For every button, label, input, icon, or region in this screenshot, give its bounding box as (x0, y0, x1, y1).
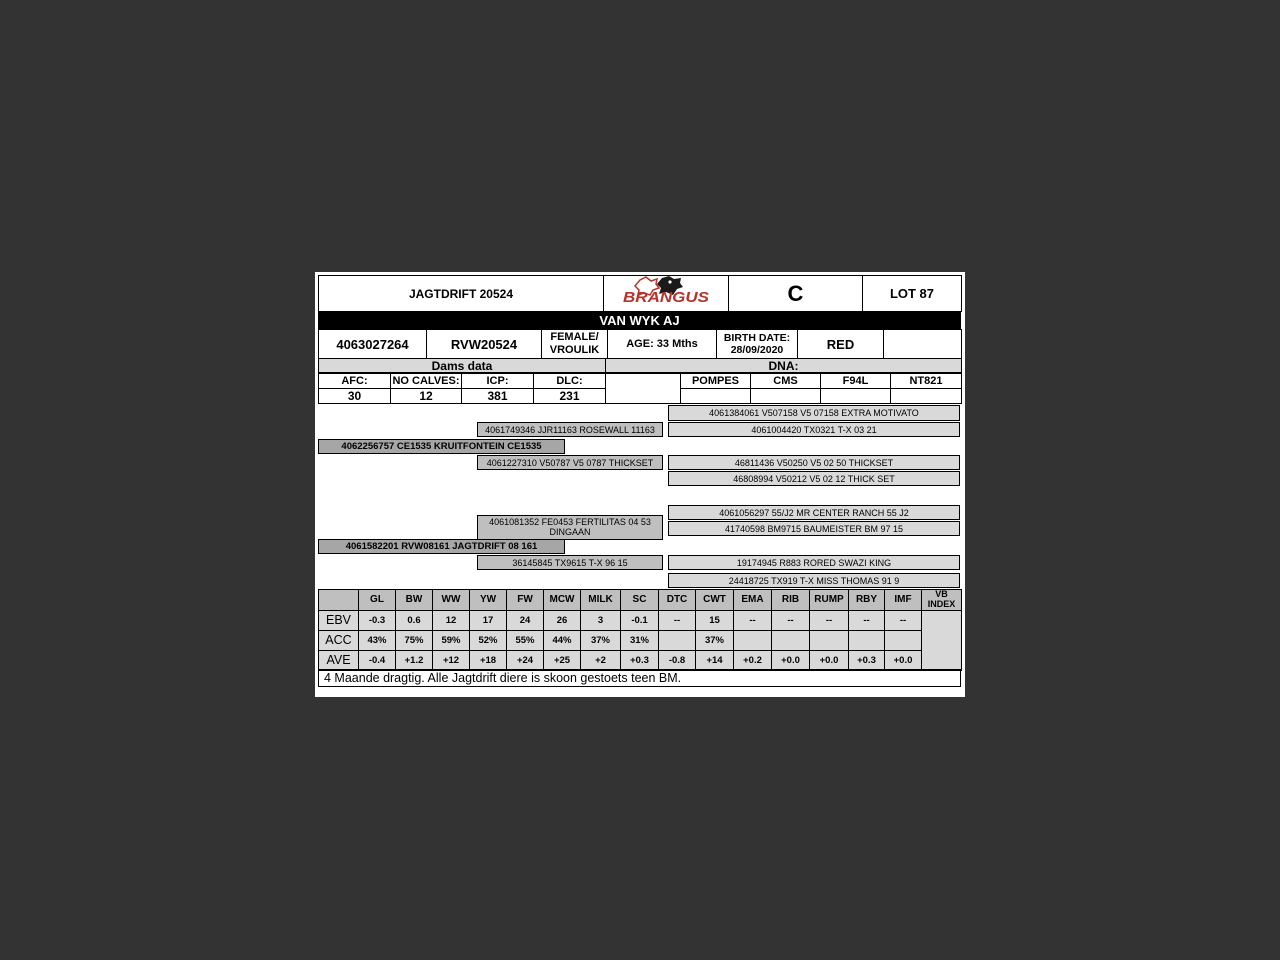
sex-line1: FEMALE/ (550, 331, 599, 344)
dna-test-nt821: NT821 (891, 373, 962, 389)
dlc-label: DLC: (534, 373, 606, 389)
birth-date-label: BIRTH DATE: (723, 331, 791, 344)
acc-value (734, 630, 772, 650)
ebv-value: -- (734, 610, 772, 630)
ave-value: +0.2 (734, 650, 772, 670)
ebv-col-milk: MILK (581, 590, 621, 611)
acc-value: 43% (359, 630, 396, 650)
acc-value: 75% (396, 630, 433, 650)
birth-date-value: 28/09/2020 (730, 344, 784, 356)
dams-data-title: Dams data (319, 358, 606, 373)
ebv-col-sc: SC (621, 590, 659, 611)
spacer-cell (606, 373, 681, 404)
afc-value: 30 (319, 389, 391, 404)
pedigree-box-sire-sire: 4061749346 JJR11163 ROSEWALL 11163 (477, 422, 663, 437)
ave-value: -0.4 (359, 650, 396, 670)
ave-value: +0.0 (772, 650, 810, 670)
acc-row-label: ACC (319, 630, 359, 650)
ebv-col-rib: RIB (772, 590, 810, 611)
acc-value (659, 630, 696, 650)
dna-result-cms (751, 389, 821, 404)
pedigree-chart (318, 404, 961, 589)
ebv-row-label: EBV (319, 610, 359, 630)
ave-value: +0.3 (849, 650, 885, 670)
ebv-value: -0.1 (621, 610, 659, 630)
acc-value: 31% (621, 630, 659, 650)
tattoo-number: RVW20524 (427, 330, 542, 359)
acc-value: 37% (581, 630, 621, 650)
ave-value: +0.0 (810, 650, 849, 670)
ebv-col-bw: BW (396, 590, 433, 611)
age-cell: AGE: 33 Mths (608, 330, 717, 359)
dna-result-f94l (821, 389, 891, 404)
footer-note: 4 Maande dragtig. Alle Jagtdrift diere is skoon gestoets teen BM. (318, 669, 961, 687)
ebv-col-dtc: DTC (659, 590, 696, 611)
birth-date-cell (717, 330, 798, 359)
lot-number: LOT 87 (863, 276, 962, 312)
brangus-logo-text: BRANGUS (623, 289, 709, 306)
lot-sheet (318, 275, 961, 687)
acc-value: 44% (544, 630, 581, 650)
pedigree-box-sire-dam: 4061227310 V50787 V5 0787 THICKSET (477, 455, 663, 470)
dna-title: DNA: (606, 358, 962, 373)
ave-value: +0.3 (621, 650, 659, 670)
colour-cell: RED (798, 330, 884, 359)
sex-line2: VROULIK (549, 344, 600, 356)
ave-value: +2 (581, 650, 621, 670)
header-table (318, 275, 962, 312)
ebv-col-ema: EMA (734, 590, 772, 611)
pedigree-box-dam-dam-dam: 24418725 TX919 T-X MISS THOMAS 91 9 (668, 573, 960, 588)
pedigree-box-sire-sire-sire: 4061384061 V507158 V5 07158 EXTRA MOTIVATO (668, 405, 960, 421)
ebv-col-fw: FW (507, 590, 544, 611)
brangus-logo (610, 276, 722, 306)
dna-test-f94l: F94L (821, 373, 891, 389)
afc-label: AFC: (319, 373, 391, 389)
ebv-value: -- (810, 610, 849, 630)
acc-value: 37% (696, 630, 734, 650)
no-calves-label: NO CALVES: (392, 374, 460, 387)
acc-value (772, 630, 810, 650)
icp-value: 381 (462, 389, 534, 404)
class-letter: C (729, 276, 863, 312)
ebv-col-yw: YW (470, 590, 507, 611)
pedigree-box-dam-sire: 4061081352 FE0453 FERTILITAS 04 53 DINGAAN (477, 515, 663, 540)
ave-value: +1.2 (396, 650, 433, 670)
pedigree-box-sire-sire-dam: 4061004420 TX0321 T-X 03 21 (668, 422, 960, 437)
pedigree-box-dam-dam-sire: 19174945 R883 RORED SWAZI KING (668, 555, 960, 570)
dna-result-nt821 (891, 389, 962, 404)
pedigree-box-sire-dam-dam: 46808994 V50212 V5 02 12 THICK SET (668, 471, 960, 486)
pedigree-box-dam: 4061582201 RVW08161 JAGTDRIFT 08 161 (318, 539, 565, 554)
ebv-corner-cell (319, 590, 359, 611)
ebv-value: 17 (470, 610, 507, 630)
ebv-table (318, 589, 962, 671)
dams-dna-table (318, 372, 962, 404)
ave-value: +12 (433, 650, 470, 670)
acc-row (319, 630, 962, 650)
ebv-col-rby: RBY (849, 590, 885, 611)
ebv-value: -- (659, 610, 696, 630)
brangus-logo-cell (604, 276, 729, 312)
vb-index-cell (922, 610, 962, 670)
ebv-value: -0.3 (359, 610, 396, 630)
pedigree-box-dam-sire-dam: 41740598 BM9715 BAUMEISTER BM 97 15 (668, 521, 960, 536)
ebv-col-mcw: MCW (544, 590, 581, 611)
ebv-col-gl: GL (359, 590, 396, 611)
acc-value: 55% (507, 630, 544, 650)
ebv-value: 15 (696, 610, 734, 630)
dna-test-cms: CMS (751, 373, 821, 389)
ave-value: +18 (470, 650, 507, 670)
acc-value: 52% (470, 630, 507, 650)
ave-value: +14 (696, 650, 734, 670)
pedigree-box-dam-dam: 36145845 TX9615 T-X 96 15 (477, 555, 663, 570)
dna-test-pompes: POMPES (681, 373, 751, 389)
animal-name: JAGTDRIFT 20524 (319, 276, 604, 312)
ebv-value: 26 (544, 610, 581, 630)
ebv-value: -- (772, 610, 810, 630)
pedigree-box-dam-sire-sire: 4061056297 55/J2 MR CENTER RANCH 55 J2 (668, 505, 960, 520)
ebv-header-row (319, 590, 962, 611)
ebv-col-imf: IMF (885, 590, 922, 611)
ebv-col-ww: WW (433, 590, 470, 611)
ebv-col-rump: RUMP (810, 590, 849, 611)
ave-value: -0.8 (659, 650, 696, 670)
ebv-value: 0.6 (396, 610, 433, 630)
acc-value: 59% (433, 630, 470, 650)
reg-number: 4063027264 (319, 330, 427, 359)
dlc-value: 231 (534, 389, 606, 404)
empty-info-cell (884, 330, 962, 359)
sex-cell (542, 330, 608, 359)
dna-result-pompes (681, 389, 751, 404)
ebv-col-vb-index: VB INDEX (922, 590, 962, 611)
ave-row (319, 650, 962, 670)
ave-value: +0.0 (885, 650, 922, 670)
acc-value (810, 630, 849, 650)
lot-card (315, 272, 965, 697)
ave-value: +25 (544, 650, 581, 670)
ebv-col-cwt: CWT (696, 590, 734, 611)
ebv-value: 3 (581, 610, 621, 630)
no-calves-value: 12 (391, 389, 462, 404)
icp-label: ICP: (462, 373, 534, 389)
owner-bar: VAN WYK AJ (318, 312, 961, 329)
info-table (318, 329, 962, 359)
ave-row-label: AVE (319, 650, 359, 670)
ebv-value: 12 (433, 610, 470, 630)
ebv-value: -- (849, 610, 885, 630)
ebv-row (319, 610, 962, 630)
pedigree-box-sire: 4062256757 CE1535 KRUITFONTEIN CE1535 (318, 439, 565, 454)
ebv-value: -- (885, 610, 922, 630)
acc-value (885, 630, 922, 650)
pedigree-box-sire-dam-sire: 46811436 V50250 V5 02 50 THICKSET (668, 455, 960, 470)
acc-value (849, 630, 885, 650)
ave-value: +24 (507, 650, 544, 670)
ebv-value: 24 (507, 610, 544, 630)
